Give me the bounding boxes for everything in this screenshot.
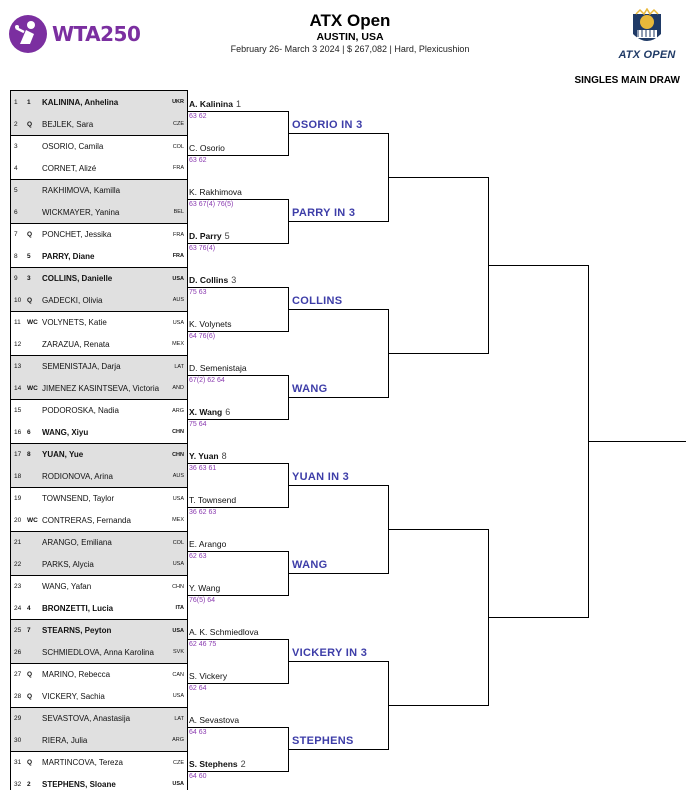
player-name: OSORIO, Camila <box>42 142 104 151</box>
seed-label: WC <box>27 516 38 524</box>
seed-label: Q <box>27 120 33 128</box>
round1-winner <box>189 319 232 329</box>
round1-score: 36 62 63 <box>189 509 217 516</box>
draw-position: 23 <box>14 583 22 590</box>
seed-label: Q <box>27 671 33 678</box>
draw-position: 3 <box>14 143 18 150</box>
round1-score: 63 67(4) 76(5) <box>189 201 234 208</box>
round1-winner-name: K. Volynets <box>189 319 232 329</box>
round1-winner-name: E. Arango <box>189 539 227 549</box>
player-nationality: CAN <box>172 671 184 678</box>
player-nationality: ITA <box>175 605 184 611</box>
player-name: MARTINCOVA, Tereza <box>42 758 123 767</box>
player-name: WANG, Xiyu <box>42 427 89 437</box>
draw-position: 28 <box>14 692 22 700</box>
player-nationality: CHN <box>172 429 184 435</box>
player-nationality: MEX <box>172 517 184 523</box>
draw-position: 32 <box>14 780 22 788</box>
seed-label: Q <box>27 759 33 766</box>
round1-winner <box>189 451 227 461</box>
round1-winner-name: A. K. Schmiedlova <box>189 627 259 637</box>
player-nationality: CHN <box>172 451 184 458</box>
player-name: RAKHIMOVA, Kamilla <box>42 186 121 195</box>
player-nationality: FRA <box>172 253 184 259</box>
player-nationality: CHN <box>172 583 184 590</box>
atx-logo-text: ATX OPEN <box>618 49 676 61</box>
round1-winner-name: D. Semenistaja <box>189 363 247 373</box>
draw-label: SINGLES MAIN DRAW <box>574 75 680 86</box>
player-nationality: UKR <box>172 99 184 105</box>
round1-winner <box>189 187 242 197</box>
player-nationality: CZE <box>173 759 184 766</box>
tournament-info: February 26- March 3 2024 | $ 267,082 | Hard, Plexicushion <box>230 44 470 54</box>
seed-label: 3 <box>27 275 31 282</box>
round1-winner-seed: 5 <box>224 231 230 241</box>
draw-position: 14 <box>14 384 22 392</box>
round2-winner: YUAN IN 3 <box>292 471 350 483</box>
round1-score: 62 46 75 <box>189 641 217 648</box>
round1-winner <box>189 231 230 241</box>
round1-score: 63 62 <box>189 113 207 120</box>
player-name: ZARAZUA, Renata <box>42 339 110 349</box>
player-nationality: COL <box>172 539 184 546</box>
player-nationality: USA <box>172 627 184 634</box>
player-nationality: CZE <box>173 121 184 127</box>
seed-label: 7 <box>27 627 31 634</box>
round1-winner-name: T. Townsend <box>189 495 237 505</box>
draw-position: 10 <box>14 296 22 304</box>
player-nationality: BEL <box>173 209 184 215</box>
player-name: STEARNS, Peyton <box>42 626 112 635</box>
player-name: CONTRERAS, Fernanda <box>42 515 131 525</box>
player-nationality: SVK <box>172 649 184 655</box>
player-nationality: AUS <box>172 297 184 303</box>
draw-position: 11 <box>14 319 21 326</box>
round1-winner <box>189 627 258 637</box>
player-name: STEPHENS, Sloane <box>42 779 116 789</box>
draw-position: 24 <box>14 604 22 612</box>
round2-winner: COLLINS <box>292 295 343 307</box>
seed-label: Q <box>27 296 33 304</box>
draw-position: 6 <box>14 208 18 216</box>
round1-score: 36 63 61 <box>189 465 217 472</box>
player-name: JIMENEZ KASINTSEVA, Victoria <box>42 383 160 393</box>
draw-position: 30 <box>14 736 22 744</box>
round2-winner: PARRY IN 3 <box>292 207 356 219</box>
draw-position: 9 <box>14 275 18 282</box>
round1-score: 64 76(6) <box>189 333 216 340</box>
player-nationality: ARG <box>172 737 184 743</box>
player-name: WANG, Yafan <box>42 582 92 591</box>
player-nationality: MEX <box>172 341 184 347</box>
draw-position: 16 <box>14 428 22 436</box>
round1-winner <box>189 583 220 593</box>
player-nationality: FRA <box>173 165 184 171</box>
player-nationality: LAT <box>174 715 184 722</box>
seed-label: 2 <box>27 780 31 788</box>
round1-score: 76(5) 64 <box>189 597 216 604</box>
draw-position: 5 <box>14 187 18 194</box>
round1-winner-name: S. Stephens <box>189 759 238 769</box>
player-name: YUAN, Yue <box>42 450 84 459</box>
round1-winner <box>189 539 226 549</box>
round1-score: 67(2) 62 64 <box>189 377 225 384</box>
round1-score: 63 62 <box>189 157 207 164</box>
seed-label: 1 <box>27 98 31 106</box>
round1-winner-name: X. Wang <box>189 407 223 417</box>
round1-winner-name: S. Vickery <box>189 671 228 681</box>
round2-winner: STEPHENS <box>292 735 354 747</box>
player-name: PARKS, Alycia <box>42 559 94 569</box>
player-name: MARINO, Rebecca <box>42 670 111 679</box>
round1-winner-seed: 2 <box>240 759 246 769</box>
round1-winner-seed: 6 <box>225 407 231 417</box>
draw-position: 19 <box>14 495 22 502</box>
player-nationality: USA <box>172 275 184 282</box>
draw-position: 29 <box>14 715 22 722</box>
round1-winner-name: Y. Yuan <box>189 451 219 461</box>
draw-position: 31 <box>14 759 22 766</box>
round1-winner <box>189 407 230 417</box>
player-nationality: USA <box>172 781 184 787</box>
draw-position: 12 <box>14 340 22 348</box>
player-name: SEMENISTAJA, Darja <box>42 362 121 371</box>
player-name: CORNET, Alizé <box>42 163 97 173</box>
draw-position: 20 <box>14 516 22 524</box>
draw-position: 21 <box>14 539 22 546</box>
player-name: PONCHET, Jessika <box>42 230 112 239</box>
player-nationality: USA <box>172 495 184 502</box>
draw-position: 27 <box>14 671 22 678</box>
round1-winner <box>189 759 246 769</box>
round1-winner <box>189 275 236 285</box>
player-nationality: FRA <box>173 231 184 238</box>
player-name: COLLINS, Danielle <box>42 274 113 283</box>
draw-position: 17 <box>14 451 22 458</box>
round2-winner: WANG <box>292 383 328 395</box>
round1-winner <box>189 363 247 373</box>
seed-label: WC <box>27 384 38 392</box>
round1-winner <box>189 143 225 153</box>
wta-logo-text: WTA250 <box>52 22 141 46</box>
player-name: KALININA, Anhelina <box>42 97 119 107</box>
seed-label: Q <box>27 692 33 700</box>
player-name: WICKMAYER, Yanina <box>42 207 120 217</box>
tournament-title: ATX Open <box>309 11 391 30</box>
player-name: ARANGO, Emiliana <box>42 538 112 547</box>
seed-label: 8 <box>27 451 31 458</box>
draw-position: 13 <box>14 363 22 370</box>
round1-winner-seed: 8 <box>221 451 227 461</box>
seed-label: Q <box>27 231 33 238</box>
draw-position: 1 <box>14 98 18 106</box>
round1-winner-name: K. Rakhimova <box>189 187 242 197</box>
round1-winner-seed: 1 <box>235 99 241 109</box>
round1-winner-name: D. Parry <box>189 231 222 241</box>
round1-winner <box>189 715 239 725</box>
player-name: TOWNSEND, Taylor <box>42 494 115 503</box>
seed-label: WC <box>27 319 38 326</box>
seed-label: 4 <box>27 604 31 612</box>
round1-score: 62 63 <box>189 553 207 560</box>
seed-label: 6 <box>27 428 31 436</box>
draw-position: 25 <box>14 627 22 634</box>
player-nationality: AND <box>172 385 184 391</box>
round1-winner-seed: 3 <box>231 275 237 285</box>
round1-winner-name: Y. Wang <box>189 583 221 593</box>
player-name: BRONZETTI, Lucia <box>42 603 114 613</box>
round1-score: 63 76(4) <box>189 245 216 252</box>
draw-position: 8 <box>14 252 18 260</box>
round1-winner-name: A. Sevastova <box>189 715 240 725</box>
player-name: PARRY, Diane <box>42 251 95 261</box>
player-nationality: LAT <box>174 363 184 370</box>
round1-winner-name: C. Osorio <box>189 143 225 153</box>
player-nationality: COL <box>172 143 184 150</box>
player-name: SCHMIEDLOVA, Anna Karolina <box>42 647 154 657</box>
round2-winner: OSORIO IN 3 <box>292 119 363 131</box>
draw-position: 4 <box>14 164 18 172</box>
draw-position: 18 <box>14 472 22 480</box>
player-nationality: USA <box>172 693 184 699</box>
draw-position: 26 <box>14 648 22 656</box>
player-name: SEVASTOVA, Anastasija <box>42 714 131 723</box>
round1-score: 64 63 <box>189 729 207 736</box>
draw-position: 15 <box>14 407 22 414</box>
player-name: RODIONOVA, Arina <box>42 471 113 481</box>
round1-winner <box>189 671 227 681</box>
draw-position: 7 <box>14 231 18 238</box>
player-nationality: USA <box>172 561 184 567</box>
round2-winner: VICKERY IN 3 <box>292 647 368 659</box>
player-nationality: USA <box>172 319 184 326</box>
seed-label: 5 <box>27 252 31 260</box>
player-nationality: ARG <box>172 407 184 414</box>
round1-score: 75 63 <box>189 289 207 296</box>
round1-winner-name: D. Collins <box>189 275 229 285</box>
player-name: PODOROSKA, Nadia <box>42 406 119 415</box>
round1-winner-name: A. Kalinina <box>189 99 233 109</box>
round1-score: 62 64 <box>189 685 207 692</box>
player-name: BEJLEK, Sara <box>42 119 94 129</box>
round1-score: 64 60 <box>189 773 207 780</box>
player-name: VOLYNETS, Katie <box>42 318 107 327</box>
round2-winner: WANG <box>292 559 328 571</box>
player-name: RIERA, Julia <box>42 735 88 745</box>
tournament-location: AUSTIN, USA <box>316 31 384 43</box>
round1-winner <box>189 99 241 109</box>
round1-winner <box>189 495 236 505</box>
player-name: GADECKI, Olivia <box>42 295 103 305</box>
draw-position: 2 <box>14 120 18 128</box>
player-nationality: AUS <box>172 473 184 479</box>
round1-score: 75 64 <box>189 421 207 428</box>
draw-position: 22 <box>14 560 22 568</box>
player-name: VICKERY, Sachia <box>42 691 105 701</box>
